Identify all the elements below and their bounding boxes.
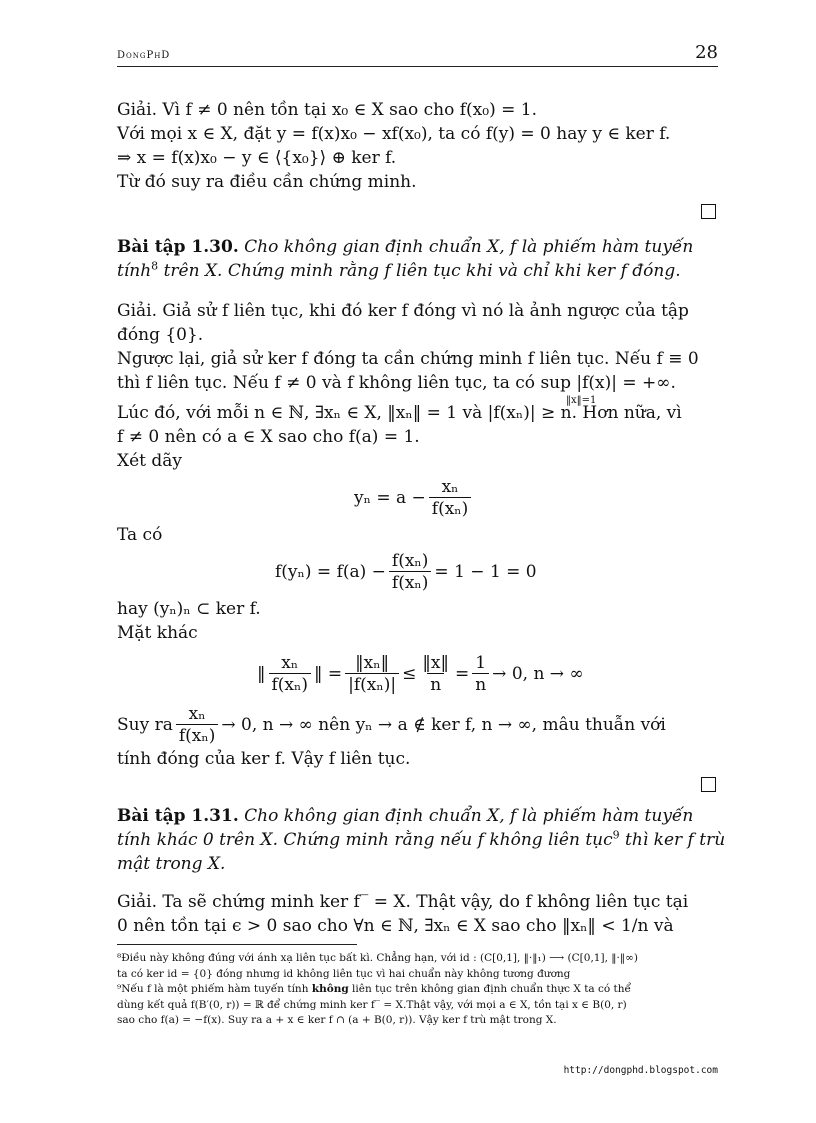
line11-den: f(xₙ) [176, 724, 219, 747]
eq2-rhs: = 1 − 1 = 0 [434, 562, 537, 582]
eq3-tail: → 0, n → ∞ [492, 664, 584, 684]
footnote-mark-8: 8 [151, 259, 159, 273]
proof1-line1: Giải. Vì f ≠ 0 nên tồn tại x₀ ∈ X sao cho f(x₀) = 1. [117, 100, 537, 120]
eq3-num1: xₙ [281, 652, 299, 673]
eq3-le: ≤ [402, 664, 417, 684]
eq3-den3: n [427, 673, 444, 696]
proof2-line1: Giải. Giả sử f liên tục, khi đó ker f đóng vì nó là ảnh ngược của tập [117, 301, 689, 321]
footnote-9-bold: không [311, 983, 349, 995]
eq3-fraction3 [419, 653, 452, 696]
footnote-mark-9: 9 [612, 828, 620, 842]
eq3-fraction1 [269, 653, 312, 696]
exercise-1-30-label: Bài tập 1.30. [117, 237, 239, 257]
footnote-8-line1: ⁸Điều này không đúng với ánh xạ liên tục bất kì. Chẳng hạn, với id : (C[0,1], ‖·‖₁) ⟶ (C[0,1], ‖·‖∞) [117, 952, 638, 964]
sup-subscript: ‖x‖=1 [566, 395, 597, 406]
proof2-line10: Mặt khác [117, 623, 198, 643]
exercise-1-30-text2b: trên X. Chứng minh rằng f liên tục khi và chỉ khi ker f đóng. [158, 261, 681, 281]
eq1-fraction [429, 477, 472, 520]
header-author: DongPhD [117, 50, 171, 61]
proof2-line3: Ngược lại, giả sử ker f đóng ta cần chứng minh f liên tục. Nếu f ≡ 0 [117, 349, 699, 369]
proof2-line4 [117, 371, 718, 406]
line11-fraction [176, 704, 219, 747]
footnote-9-line3: sao cho f(a) = −f(x). Suy ra a + x ∈ ker f ∩ (a + B(0, r)). Vậy ker f trù mật trong X. [117, 1014, 557, 1026]
proof2-line7: Xét dãy [117, 451, 183, 471]
running-header [117, 44, 718, 67]
footnote-9-text-a: ⁹Nếu f là một phiếm hàm tuyến tính [117, 983, 312, 995]
footnote-8-line2: ta có ker id = {0} đóng nhưng id không liên tục vì hai chuẩn này không tương đương [117, 967, 571, 980]
proof2-line8: Ta có [117, 525, 163, 545]
page-number: 28 [695, 42, 718, 63]
qed-square [701, 777, 716, 792]
eq2-denominator: f(xₙ) [389, 571, 432, 594]
proof2-line11 [117, 703, 718, 747]
proof2-line5: Lúc đó, với mỗi n ∈ ℕ, ∃xₙ ∈ X, ‖xₙ‖ = 1 và |f(xₙ)| ≥ n. Hơn nữa, vì [117, 403, 682, 423]
proof3-line2: 0 nên tồn tại ϵ > 0 sao cho ∀n ∈ ℕ, ∃xₙ ∈ X sao cho ‖xₙ‖ < 1/n và [117, 916, 674, 936]
eq1-numerator: xₙ [441, 476, 459, 497]
eq3-num2: ‖xₙ‖ [355, 652, 390, 673]
proof1-line3: ⇒ x = f(x)x₀ − y ∈ ⟨{x₀}⟩ ⊕ ker f. [117, 148, 397, 168]
exercise-1-30-text1: Cho không gian định chuẩn X, f là phiếm hàm tuyến [244, 237, 694, 257]
qed-square [701, 204, 716, 219]
eq3-den4: n [472, 673, 489, 696]
line11-num: xₙ [188, 703, 206, 724]
exercise-1-31-line1 [117, 804, 718, 828]
eq3-fraction2 [345, 653, 399, 696]
equation-yn [117, 473, 718, 523]
eq3-fraction4 [472, 653, 489, 696]
eq2-numerator: f(xₙ) [391, 550, 429, 571]
exercise-1-31-text2a: tính khác 0 trên X. Chứng minh rằng nếu f không liên tục [117, 830, 613, 850]
proof2-line11-a: Suy ra [117, 715, 173, 735]
eq3-den2: |f(xₙ)| [345, 673, 399, 696]
exercise-1-30-line2 [117, 259, 718, 283]
proof2-line2: đóng {0}. [117, 325, 204, 345]
proof2-line12: tính đóng của ker f. Vậy f liên tục. [117, 749, 411, 769]
equation-f-yn [117, 547, 718, 597]
eq2-fraction [389, 551, 432, 594]
footnote-rule [117, 944, 357, 945]
exercise-1-30-text2a: tính [117, 261, 152, 281]
proof1-line2: Với mọi x ∈ X, đặt y = f(x)x₀ − xf(x₀), ta có f(y) = 0 hay y ∈ ker f. [117, 124, 671, 144]
footnote-9-text-b: liên tục trên không gian định chuẩn thực X ta có thể [348, 983, 631, 995]
footnotes [117, 951, 720, 1029]
exercise-1-31-label: Bài tập 1.31. [117, 806, 239, 826]
equation-norm-estimate [117, 645, 718, 703]
eq3-den1: f(xₙ) [269, 673, 312, 696]
exercise-1-31-text2b: thì ker f trù [619, 830, 726, 850]
proof2-line4-text: thì f liên tục. Nếu f ≠ 0 và f không liên tục, ta có sup |f(x)| = +∞. [117, 373, 676, 393]
exercise-1-30-line1 [117, 235, 718, 259]
eq1-denominator: f(xₙ) [429, 497, 472, 520]
footer-url[interactable]: http://dongphd.blogspot.com [563, 1065, 718, 1076]
proof2-line6: f ≠ 0 nên có a ∈ X sao cho f(a) = 1. [117, 427, 420, 447]
eq3-eq: = [454, 664, 470, 684]
proof3-line1: Giải. Ta sẽ chứng minh ker f‾ = X. Thật vậy, do f không liên tục tại [117, 892, 689, 912]
footnote-9-line1 [117, 982, 720, 998]
eq1-lhs: yₙ = a − [354, 488, 426, 508]
exercise-1-31-line2 [117, 828, 726, 852]
footnote-9-line2: dùng kết quả f(B′(0, r)) = ℝ để chứng minh ker f‾ = X.Thật vậy, với mọi a ∈ X, tồn tại x ∈ B(0, r) [117, 998, 627, 1011]
proof1-line4: Từ đó suy ra điều cần chứng minh. [117, 172, 417, 192]
eq3-num3: ‖x‖ [422, 652, 449, 673]
proof2-line9: hay (yₙ)ₙ ⊂ ker f. [117, 599, 261, 619]
eq2-lhs: f(yₙ) = f(a) − [275, 562, 386, 582]
exercise-1-31-text1: Cho không gian định chuẩn X, f là phiếm hàm tuyến [244, 806, 694, 826]
page-body [117, 98, 726, 938]
eq3-mid: ‖ = [314, 664, 343, 684]
eq3-num4: 1 [475, 652, 487, 673]
exercise-1-31-line3: mật trong X. [117, 854, 226, 874]
proof2-line11-b: → 0, n → ∞ nên yₙ → a ∉ ker f, n → ∞, mâu thuẫn với [221, 715, 666, 735]
eq3-open: ‖ [257, 664, 266, 684]
